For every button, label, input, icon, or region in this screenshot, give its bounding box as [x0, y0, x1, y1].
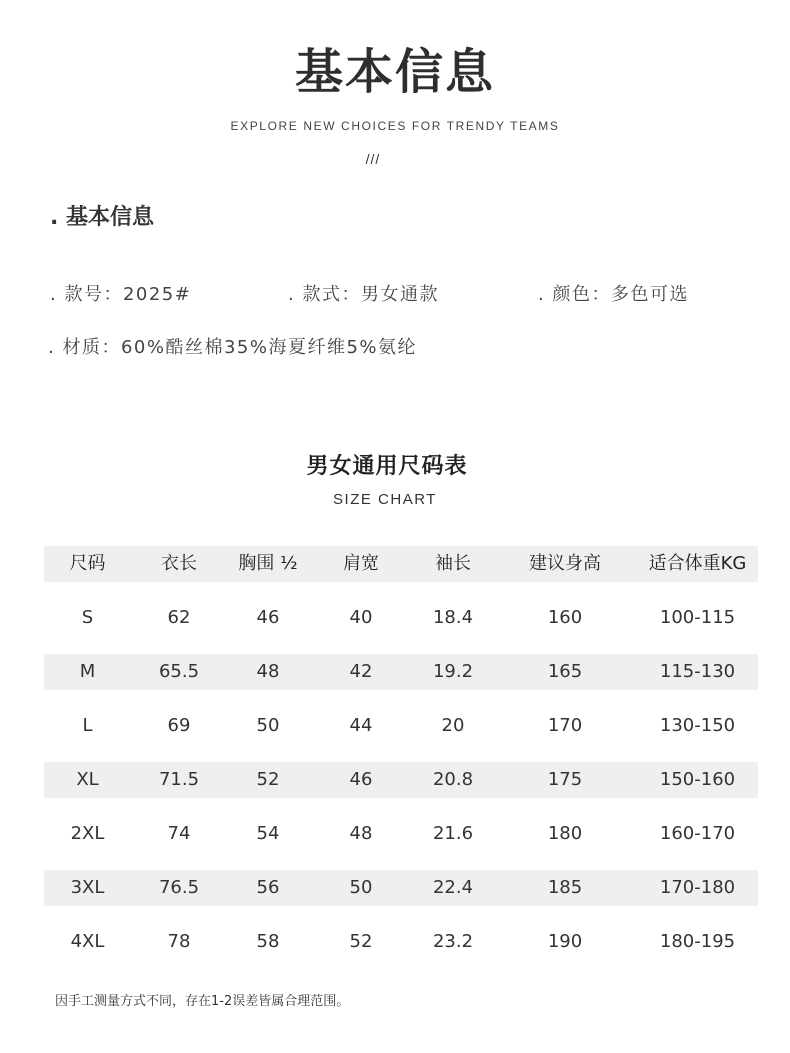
size-table — [44, 546, 758, 960]
table-cell: 160 — [547, 607, 583, 628]
table-cell: 170-180 — [659, 877, 736, 898]
table-cell: 130-150 — [659, 715, 736, 736]
table-cell: 58 — [256, 931, 280, 952]
table-cell: 74 — [167, 823, 191, 844]
info-style: . 款式：男女通款 — [288, 284, 439, 305]
header-cell-weight: 适合体重KG — [648, 553, 747, 574]
table-cell: 2XL — [70, 823, 105, 844]
header-cell-length: 衣长 — [161, 553, 197, 574]
size-chart-subtitle: SIZE CHART — [333, 491, 437, 508]
size-chart-title: 男女通用尺码表 — [306, 454, 468, 479]
table-cell: 22.4 — [432, 877, 474, 898]
table-cell: 50 — [256, 715, 280, 736]
table-cell: 160-170 — [659, 823, 736, 844]
table-cell: 4XL — [70, 931, 105, 952]
table-cell: 71.5 — [158, 769, 200, 790]
table-cell: 76.5 — [158, 877, 200, 898]
table-cell: L — [82, 715, 93, 736]
table-cell: 21.6 — [432, 823, 474, 844]
table-cell: 42 — [349, 661, 373, 682]
table-cell: 18.4 — [432, 607, 474, 628]
table-cell: 170 — [547, 715, 583, 736]
table-cell: XL — [76, 769, 99, 790]
table-cell: 190 — [547, 931, 583, 952]
table-row — [44, 924, 758, 960]
page-title: 基本信息 — [294, 44, 495, 100]
table-cell: 46 — [349, 769, 373, 790]
table-row — [44, 870, 758, 906]
table-cell: 40 — [349, 607, 373, 628]
table-cell: 62 — [167, 607, 191, 628]
table-cell: 69 — [167, 715, 191, 736]
info-color: . 颜色：多色可选 — [538, 284, 689, 305]
info-style-number: . 款号：2025# — [50, 284, 192, 305]
table-cell: 65.5 — [158, 661, 200, 682]
header-cell-size: 尺码 — [69, 553, 106, 574]
table-cell: 165 — [547, 661, 583, 682]
table-row — [44, 708, 758, 744]
header-cell-sleeve: 袖长 — [435, 553, 471, 574]
table-cell: 175 — [547, 769, 583, 790]
table-cell: 180 — [547, 823, 583, 844]
table-row — [44, 762, 758, 798]
table-cell: S — [81, 607, 94, 628]
table-row — [44, 654, 758, 690]
table-cell: 46 — [256, 607, 280, 628]
header-cell-shoulder: 肩宽 — [343, 553, 379, 574]
measurement-note: 因手工测量方式不同，存在1-2误差皆属合理范围。 — [55, 994, 350, 1009]
table-cell: 56 — [256, 877, 280, 898]
table-cell: 3XL — [70, 877, 105, 898]
table-cell: 52 — [256, 769, 280, 790]
header-cell-chest: 胸围 ½ — [238, 553, 298, 574]
table-cell: 115-130 — [659, 661, 736, 682]
table-cell: 52 — [349, 931, 373, 952]
table-row — [44, 816, 758, 852]
table-header-row — [44, 546, 758, 582]
table-cell: 44 — [349, 715, 373, 736]
table-cell: 54 — [256, 823, 280, 844]
table-cell: 48 — [349, 823, 373, 844]
table-cell: 185 — [547, 877, 583, 898]
table-cell: 78 — [167, 931, 191, 952]
decorative-slashes: /// — [365, 151, 381, 167]
table-row — [44, 600, 758, 636]
table-cell: 48 — [256, 661, 280, 682]
table-cell: 19.2 — [432, 661, 474, 682]
header-cell-height: 建议身高 — [529, 553, 601, 574]
table-cell: 100-115 — [659, 607, 736, 628]
page-subtitle: EXPLORE NEW CHOICES FOR TRENDY TEAMS — [230, 119, 560, 133]
table-cell: 20.8 — [432, 769, 474, 790]
table-cell: 180-195 — [659, 931, 736, 952]
table-cell: M — [79, 661, 96, 682]
table-cell: 50 — [349, 877, 373, 898]
table-cell: 150-160 — [659, 769, 736, 790]
info-material: . 材质：60%酷丝棉35%海夏纤维5%氨纶 — [48, 337, 418, 358]
table-cell: 20 — [441, 715, 465, 736]
table-cell: 23.2 — [432, 931, 474, 952]
section-title: . 基本信息 — [50, 205, 155, 230]
